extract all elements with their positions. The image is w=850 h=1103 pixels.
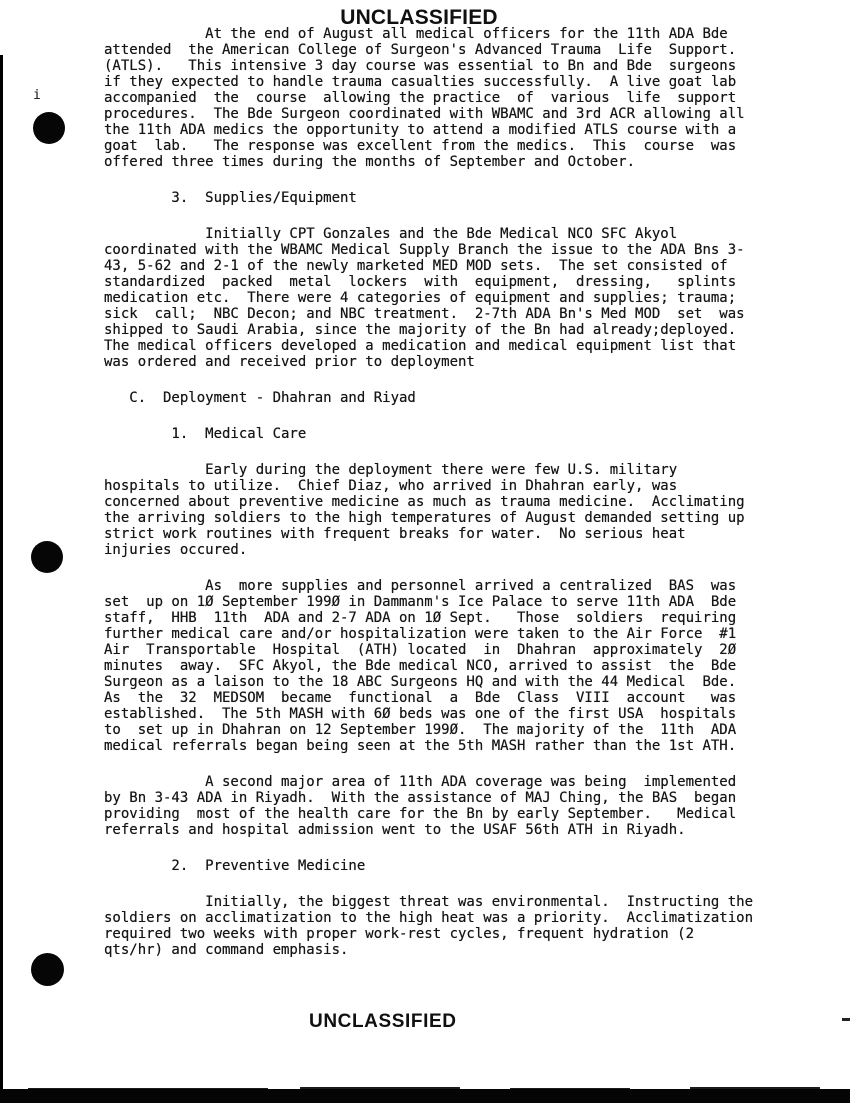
- text-line: A second major area of 11th ADA coverage was being implemented: [104, 774, 737, 790]
- text-line: The medical officers developed a medication and medical equipment list that: [104, 338, 737, 354]
- text-line: Initially CPT Gonzales and the Bde Medical NCO SFC Akyol: [104, 226, 678, 242]
- classification-header: UNCLASSIFIED: [340, 6, 498, 29]
- text-line: As the 32 MEDSOM became functional a Bde Class VIII account was: [104, 690, 737, 706]
- text-line: by Bn 3-43 ADA in Riyadh. With the assistance of MAJ Ching, the BAS began: [104, 790, 737, 806]
- text-line: concerned about preventive medicine as much as trauma medicine. Acclimating: [104, 494, 745, 510]
- text-line: strict work routines with frequent breaks for water. No serious heat: [104, 526, 686, 542]
- text-line: established. The 5th MASH with 6Ø beds was one of the first USA hospitals: [104, 706, 737, 722]
- text-line: was ordered and received prior to deployment: [104, 354, 475, 370]
- text-line: 3. Supplies/Equipment: [104, 190, 357, 206]
- scan-bottom-bar: [0, 1089, 850, 1103]
- text-line: medication etc. There were 4 categories of equipment and supplies; trauma;: [104, 290, 737, 306]
- paragraph: [104, 462, 784, 558]
- text-line: qts/hr) and command emphasis.: [104, 942, 349, 958]
- text-line: sick call; NBC Decon; and NBC treatment. 2-7th ADA Bn's Med MOD set was: [104, 306, 745, 322]
- text-line: medical referrals began being seen at the 5th MASH rather than the 1st ATH.: [104, 738, 737, 754]
- section-heading: [104, 426, 784, 442]
- text-line: required two weeks with proper work-rest cycles, frequent hydration (2: [104, 926, 695, 942]
- text-line: coordinated with the WBAMC Medical Supply Branch the issue to the ADA Bns 3-: [104, 242, 745, 258]
- text-line: accompanied the course allowing the practice of various life support: [104, 90, 737, 106]
- punch-hole: [33, 112, 65, 144]
- section-heading: [104, 190, 784, 206]
- text-line: C. Deployment - Dhahran and Riyad: [104, 390, 416, 406]
- text-line: minutes away. SFC Akyol, the Bde medical NCO, arrived to assist the Bde: [104, 658, 737, 674]
- text-line: if they expected to handle trauma casualties successfully. A live goat lab: [104, 74, 737, 90]
- text-line: 43, 5-62 and 2-1 of the newly marketed MED MOD sets. The set consisted of: [104, 258, 728, 274]
- text-line: At the end of August all medical officers for the 11th ADA Bde: [104, 26, 728, 42]
- paragraph: [104, 774, 784, 838]
- text-line: the 11th ADA medics the opportunity to attend a modified ATLS course with a: [104, 122, 737, 138]
- text-line: procedures. The Bde Surgeon coordinated with WBAMC and 3rd ACR allowing all: [104, 106, 745, 122]
- scan-edge-line: [0, 55, 3, 1091]
- paragraph: [104, 578, 784, 754]
- text-line: shipped to Saudi Arabia, since the majority of the Bn had already;deployed.: [104, 322, 737, 338]
- text-line: standardized packed metal lockers with equipment, dressing, splints: [104, 274, 737, 290]
- paragraph: [104, 894, 784, 958]
- text-line: soldiers on acclimatization to the high heat was a priority. Acclimatization: [104, 910, 754, 926]
- document-body: [104, 26, 784, 978]
- text-line: referrals and hospital admission went to the USAF 56th ATH in Riyadh.: [104, 822, 686, 838]
- text-line: (ATLS). This intensive 3 day course was essential to Bn and Bde surgeons: [104, 58, 737, 74]
- punch-hole: [31, 953, 64, 986]
- text-line: Surgeon as a laison to the 18 ABC Surgeons HQ and with the 44 Medical Bde.: [104, 674, 737, 690]
- stray-ink-mark: [842, 1018, 850, 1021]
- punch-hole: [31, 541, 63, 573]
- paragraph: [104, 226, 784, 370]
- text-line: Early during the deployment there were few U.S. military: [104, 462, 678, 478]
- text-line: attended the American College of Surgeon's Advanced Trauma Life Support.: [104, 42, 737, 58]
- text-line: hospitals to utilize. Chief Diaz, who arrived in Dhahran early, was: [104, 478, 678, 494]
- text-line: goat lab. The response was excellent from the medics. This course was: [104, 138, 737, 154]
- section-heading: [104, 858, 784, 874]
- classification-footer: UNCLASSIFIED: [309, 1011, 457, 1032]
- text-line: Air Transportable Hospital (ATH) located in Dhahran approximately 2Ø: [104, 642, 737, 658]
- text-line: offered three times during the months of September and October.: [104, 154, 636, 170]
- text-line: As more supplies and personnel arrived a centralized BAS was: [104, 578, 737, 594]
- stray-ink-mark: i: [33, 88, 41, 103]
- text-line: 1. Medical Care: [104, 426, 307, 442]
- paragraph: [104, 26, 784, 170]
- text-line: providing most of the health care for the Bn by early September. Medical: [104, 806, 737, 822]
- text-line: injuries occured.: [104, 542, 248, 558]
- text-line: staff, HHB 11th ADA and 2-7 ADA on 1Ø Sept. Those soldiers requiring: [104, 610, 737, 626]
- text-line: set up on 1Ø September 199Ø in Dammanm's Ice Palace to serve 11th ADA Bde: [104, 594, 737, 610]
- text-line: Initially, the biggest threat was environmental. Instructing the: [104, 894, 754, 910]
- section-heading: [104, 390, 784, 406]
- text-line: the arriving soldiers to the high temperatures of August demanded setting up: [104, 510, 745, 526]
- text-line: 2. Preventive Medicine: [104, 858, 366, 874]
- text-line: further medical care and/or hospitalization were taken to the Air Force #1: [104, 626, 737, 642]
- text-line: to set up in Dhahran on 12 September 199Ø. The majority of the 11th ADA: [104, 722, 737, 738]
